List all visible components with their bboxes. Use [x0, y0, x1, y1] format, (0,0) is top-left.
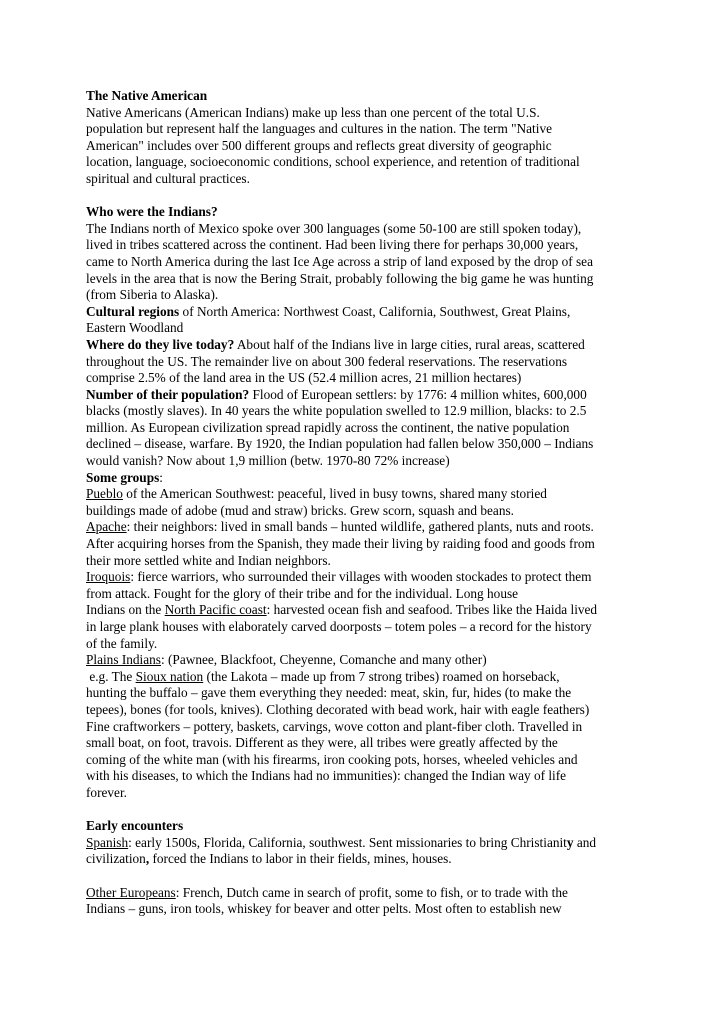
cultural-regions-text: of North America: Northwest Coast, California, Southwest, Great Plains,	[179, 303, 571, 319]
cultural-regions-line	[86, 304, 646, 321]
other-europeans-line	[86, 885, 646, 902]
paragraph-line: coming of the white man (with his firearms, iron cooking pots, horses, wheeled vehicles and	[86, 751, 578, 767]
sioux-line	[86, 669, 646, 686]
population-text: Flood of European settlers: by 1776: 4 million whites, 600,000	[249, 386, 587, 402]
paragraph-line: The Indians north of Mexico spoke over 300 languages (some 50-100 are still spoken today),	[86, 220, 582, 236]
sioux-pre: e.g. The	[86, 668, 136, 684]
population-line	[86, 387, 646, 404]
paragraph-gap	[86, 868, 646, 885]
document-page	[86, 88, 646, 918]
spanish-cont-text: civilization	[86, 851, 146, 867]
paragraph-line: After acquiring horses from the Spanish, they made their living by raiding food and goods from	[86, 536, 595, 552]
paragraph-line: spiritual and cultural practices.	[86, 170, 250, 186]
some-groups-colon: :	[159, 469, 163, 485]
north-pacific-line	[86, 602, 646, 619]
heading-who-were: Who were the Indians?	[86, 204, 218, 220]
paragraph-line: Native Americans (American Indians) make up less than one percent of the total U.S.	[86, 104, 540, 120]
live-today-line	[86, 337, 646, 354]
other-europeans-text: : French, Dutch came in search of profit, some to fish, or to trade with the	[175, 884, 568, 900]
apache-label: Apache	[86, 519, 127, 535]
live-today-text: About half of the Indians live in large cities, rural areas, scattered	[234, 336, 585, 352]
live-today-label: Where do they live today?	[86, 336, 235, 352]
paragraph-line: in large plank houses with elaborately carved doorposts – totem poles – a record for the history	[86, 619, 592, 634]
north-pacific-text: : harvested ocean fish and seafood. Tribes like the Haida lived	[266, 602, 598, 618]
cultural-regions-label: Cultural regions	[86, 303, 180, 319]
pueblo-text: of the American Southwest: peaceful, lived in busy towns, shared many storied	[122, 486, 547, 502]
pueblo-label: Pueblo	[86, 486, 123, 502]
sioux-text: (the Lakota – made up from 7 strong tribes) roamed on horseback,	[203, 668, 560, 684]
iroquois-text: : fierce warriors, who surrounded their villages with wooden stockades to protect them	[130, 569, 592, 585]
apache-text: : their neighbors: lived in small bands – hunted wildlife, gathered plants, nuts and roots.	[126, 519, 594, 535]
spanish-cont-rest: forced the Indians to labor in their fields, mines, houses.	[149, 851, 452, 867]
paragraph-line: American" includes over 500 different groups and reflects great diversity of geographic	[86, 137, 552, 153]
paragraph-line: throughout the US. The remainder live on about 300 federal reservations. The reservations	[86, 353, 568, 369]
spanish-label: Spanish	[86, 834, 129, 850]
plains-label: Plains Indians	[86, 652, 161, 668]
north-pacific-pre: Indians on the	[86, 602, 165, 618]
sioux-label: Sioux nation	[135, 668, 204, 684]
spanish-cont-line	[86, 851, 646, 868]
heading-early-encounters: Early encounters	[86, 818, 184, 834]
paragraph-line: population but represent half the languages and cultures in the nation. The term "Native	[86, 121, 553, 137]
other-europeans-label: Other Europeans	[86, 884, 176, 900]
pueblo-line	[86, 486, 646, 503]
iroquois-line	[86, 569, 646, 586]
paragraph-line: Fine craftworkers – pottery, baskets, carvings, wove cotton and plant-fiber cloth. Travelled in	[86, 718, 583, 734]
some-groups-line	[86, 470, 646, 487]
paragraph-line: buildings made of adobe (mud and straw) bricks. Grew scorn, squash and beans.	[86, 502, 514, 518]
paragraph-line: hunting the buffalo – gave them everything they needed: meat, skin, fur, hides (to make the	[86, 685, 572, 701]
paragraph-line: Indians – guns, iron tools, whiskey for beaver and otter pelts. Most often to establish new	[86, 901, 562, 917]
paragraph-gap	[86, 188, 646, 205]
paragraph-line: small boat, on foot, travois. Different as they were, all tribes were greatly affected by the	[86, 735, 558, 751]
paragraph-line: (from Siberia to Alaska).	[86, 287, 219, 303]
paragraph-line: from attack. Fought for the glory of their tribe and for the individual. Long house	[86, 585, 519, 601]
paragraph-line: levels in the area that is now the Bering Strait, probably following the big game he was hunting	[86, 270, 594, 286]
paragraph-line: with his diseases, to which the Indians had no immunities): changed the Indian way of life	[86, 768, 567, 784]
paragraph-gap	[86, 802, 646, 819]
paragraph-line: million. As European civilization spread rapidly across the continent, the native population	[86, 419, 570, 435]
iroquois-label: Iroquois	[86, 569, 131, 585]
paragraph-line: tepees), bones (for tools, knives). Clothing decorated with bead work, hair with eagle feathers)	[86, 701, 590, 717]
heading-native-american: The Native American	[86, 88, 208, 103]
spanish-text-y: y	[566, 834, 574, 850]
apache-line	[86, 519, 646, 536]
paragraph-line: comprise 2.5% of the land area in the US (52.4 million acres, 21 million hectares)	[86, 370, 522, 386]
plains-line	[86, 652, 646, 669]
paragraph-line: location, language, socioeconomic conditions, school experience, and retention of traditional	[86, 154, 580, 170]
plains-text: : (Pawnee, Blackfoot, Cheyenne, Comanche and many other)	[160, 652, 487, 668]
some-groups-label: Some groups	[86, 469, 160, 485]
paragraph-line: declined – disease, warfare. By 1920, the Indian population had fallen below 350,000 – Indians	[86, 436, 594, 452]
population-label: Number of their population?	[86, 386, 250, 402]
paragraph-line: lived in tribes scattered across the continent. Had been living there for perhaps 30,000 years,	[86, 237, 579, 253]
paragraph-line: would vanish? Now about 1,9 million (betw. 1970-80 72% increase)	[86, 453, 450, 469]
paragraph-line: forever.	[86, 784, 127, 800]
north-pacific-label: North Pacific coast	[164, 602, 267, 618]
paragraph-line: blacks (mostly slaves). In 40 years the white population swelled to 12.9 million, blacks: to 2.5	[86, 403, 587, 419]
paragraph-line: Eastern Woodland	[86, 320, 184, 336]
spanish-cont-comma: ,	[145, 851, 150, 867]
spanish-text: : early 1500s, Florida, California, southwest. Sent missionaries to bring Christianit	[128, 834, 567, 850]
paragraph-line: their more settled white and Indian neighbors.	[86, 552, 331, 568]
spanish-line	[86, 835, 646, 852]
paragraph-line: came to North America during the last Ice Age across a strip of land exposed by the drop of sea	[86, 253, 593, 269]
paragraph-line: of the family.	[86, 635, 158, 651]
spanish-text-end: and	[573, 834, 597, 850]
